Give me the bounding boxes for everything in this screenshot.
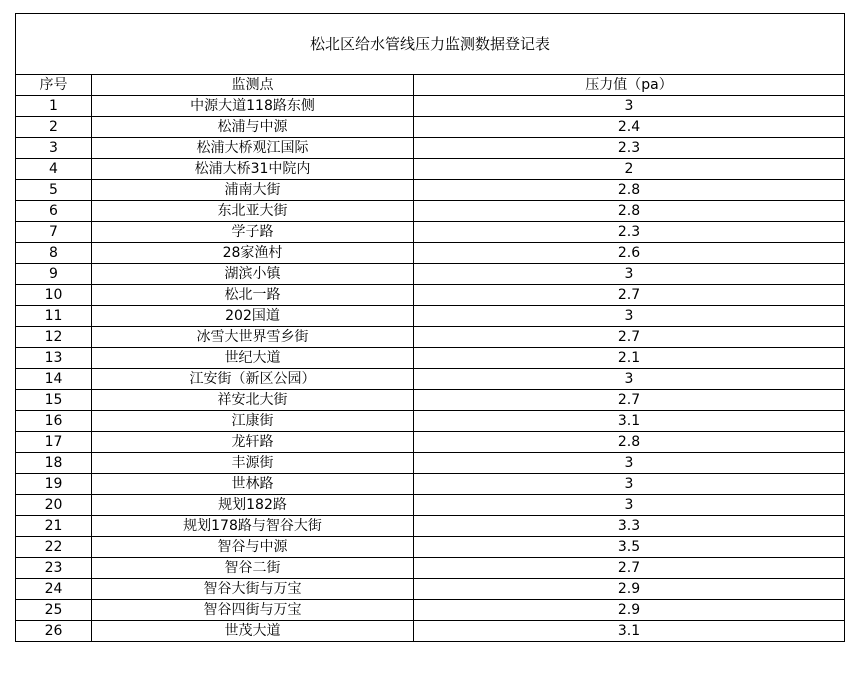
cell-pressure: 3 bbox=[414, 453, 845, 474]
cell-index: 8 bbox=[16, 243, 92, 264]
cell-pressure: 2.8 bbox=[414, 432, 845, 453]
pressure-register-sheet bbox=[15, 13, 844, 642]
table-row bbox=[16, 222, 845, 243]
cell-monitoring-point: 江安街（新区公园） bbox=[92, 369, 414, 390]
cell-index: 18 bbox=[16, 453, 92, 474]
cell-index: 26 bbox=[16, 621, 92, 642]
cell-monitoring-point: 松浦大桥31中院内 bbox=[92, 159, 414, 180]
cell-index: 6 bbox=[16, 201, 92, 222]
cell-index: 10 bbox=[16, 285, 92, 306]
cell-monitoring-point: 冰雪大世界雪乡街 bbox=[92, 327, 414, 348]
cell-pressure: 2.9 bbox=[414, 600, 845, 621]
table-row bbox=[16, 159, 845, 180]
cell-pressure: 2.3 bbox=[414, 138, 845, 159]
table-row bbox=[16, 201, 845, 222]
cell-index: 19 bbox=[16, 474, 92, 495]
table-row bbox=[16, 411, 845, 432]
cell-monitoring-point: 江康街 bbox=[92, 411, 414, 432]
table-row bbox=[16, 432, 845, 453]
cell-index: 13 bbox=[16, 348, 92, 369]
cell-pressure: 3 bbox=[414, 306, 845, 327]
cell-index: 23 bbox=[16, 558, 92, 579]
header-row bbox=[16, 75, 845, 96]
cell-pressure: 3.3 bbox=[414, 516, 845, 537]
table-row bbox=[16, 285, 845, 306]
cell-pressure: 2.6 bbox=[414, 243, 845, 264]
cell-monitoring-point: 世纪大道 bbox=[92, 348, 414, 369]
cell-monitoring-point: 湖滨小镇 bbox=[92, 264, 414, 285]
table-row bbox=[16, 579, 845, 600]
cell-index: 24 bbox=[16, 579, 92, 600]
cell-monitoring-point: 浦南大街 bbox=[92, 180, 414, 201]
cell-pressure: 2 bbox=[414, 159, 845, 180]
table-title: 松北区给水管线压力监测数据登记表 bbox=[16, 14, 845, 75]
table-row bbox=[16, 117, 845, 138]
cell-pressure: 2.4 bbox=[414, 117, 845, 138]
cell-pressure: 3 bbox=[414, 96, 845, 117]
cell-index: 16 bbox=[16, 411, 92, 432]
table-row bbox=[16, 180, 845, 201]
table-row bbox=[16, 348, 845, 369]
pressure-table bbox=[15, 13, 845, 642]
cell-index: 22 bbox=[16, 537, 92, 558]
cell-monitoring-point: 规划178路与智谷大街 bbox=[92, 516, 414, 537]
cell-index: 7 bbox=[16, 222, 92, 243]
table-row bbox=[16, 558, 845, 579]
cell-pressure: 2.7 bbox=[414, 390, 845, 411]
table-row bbox=[16, 138, 845, 159]
cell-index: 11 bbox=[16, 306, 92, 327]
table-row bbox=[16, 474, 845, 495]
cell-index: 25 bbox=[16, 600, 92, 621]
cell-pressure: 2.8 bbox=[414, 180, 845, 201]
cell-pressure: 3.1 bbox=[414, 621, 845, 642]
cell-index: 17 bbox=[16, 432, 92, 453]
cell-index: 9 bbox=[16, 264, 92, 285]
cell-monitoring-point: 东北亚大街 bbox=[92, 201, 414, 222]
cell-monitoring-point: 智谷大街与万宝 bbox=[92, 579, 414, 600]
cell-index: 14 bbox=[16, 369, 92, 390]
cell-pressure: 3.1 bbox=[414, 411, 845, 432]
cell-pressure: 2.7 bbox=[414, 327, 845, 348]
table-row bbox=[16, 264, 845, 285]
table-row bbox=[16, 495, 845, 516]
header-index: 序号 bbox=[16, 75, 92, 96]
cell-monitoring-point: 28家渔村 bbox=[92, 243, 414, 264]
cell-pressure: 3 bbox=[414, 495, 845, 516]
cell-monitoring-point: 龙轩路 bbox=[92, 432, 414, 453]
cell-monitoring-point: 规划182路 bbox=[92, 495, 414, 516]
cell-pressure: 2.1 bbox=[414, 348, 845, 369]
cell-index: 3 bbox=[16, 138, 92, 159]
cell-monitoring-point: 中源大道118路东侧 bbox=[92, 96, 414, 117]
table-row bbox=[16, 306, 845, 327]
cell-pressure: 2.7 bbox=[414, 558, 845, 579]
table-row bbox=[16, 369, 845, 390]
cell-pressure: 3 bbox=[414, 264, 845, 285]
cell-monitoring-point: 智谷二街 bbox=[92, 558, 414, 579]
cell-index: 21 bbox=[16, 516, 92, 537]
table-row bbox=[16, 621, 845, 642]
cell-monitoring-point: 学子路 bbox=[92, 222, 414, 243]
table-row bbox=[16, 600, 845, 621]
table-row bbox=[16, 453, 845, 474]
cell-index: 1 bbox=[16, 96, 92, 117]
cell-index: 15 bbox=[16, 390, 92, 411]
title-row bbox=[16, 14, 845, 75]
cell-pressure: 2.8 bbox=[414, 201, 845, 222]
header-pressure: 压力值（pa） bbox=[414, 75, 845, 96]
table-row bbox=[16, 243, 845, 264]
cell-index: 2 bbox=[16, 117, 92, 138]
header-monitoring-point: 监测点 bbox=[92, 75, 414, 96]
cell-monitoring-point: 世茂大道 bbox=[92, 621, 414, 642]
cell-monitoring-point: 智谷与中源 bbox=[92, 537, 414, 558]
cell-pressure: 2.9 bbox=[414, 579, 845, 600]
cell-index: 12 bbox=[16, 327, 92, 348]
table-body bbox=[16, 96, 845, 642]
cell-index: 4 bbox=[16, 159, 92, 180]
table-row bbox=[16, 96, 845, 117]
cell-monitoring-point: 202国道 bbox=[92, 306, 414, 327]
cell-pressure: 3.5 bbox=[414, 537, 845, 558]
table-row bbox=[16, 537, 845, 558]
cell-pressure: 2.3 bbox=[414, 222, 845, 243]
cell-monitoring-point: 世林路 bbox=[92, 474, 414, 495]
cell-pressure: 2.7 bbox=[414, 285, 845, 306]
table-row bbox=[16, 516, 845, 537]
cell-monitoring-point: 松浦与中源 bbox=[92, 117, 414, 138]
cell-pressure: 3 bbox=[414, 474, 845, 495]
table-row bbox=[16, 327, 845, 348]
cell-monitoring-point: 松浦大桥观江国际 bbox=[92, 138, 414, 159]
table-row bbox=[16, 390, 845, 411]
cell-index: 5 bbox=[16, 180, 92, 201]
cell-monitoring-point: 松北一路 bbox=[92, 285, 414, 306]
cell-monitoring-point: 丰源街 bbox=[92, 453, 414, 474]
cell-monitoring-point: 智谷四街与万宝 bbox=[92, 600, 414, 621]
cell-pressure: 3 bbox=[414, 369, 845, 390]
cell-monitoring-point: 祥安北大街 bbox=[92, 390, 414, 411]
cell-index: 20 bbox=[16, 495, 92, 516]
